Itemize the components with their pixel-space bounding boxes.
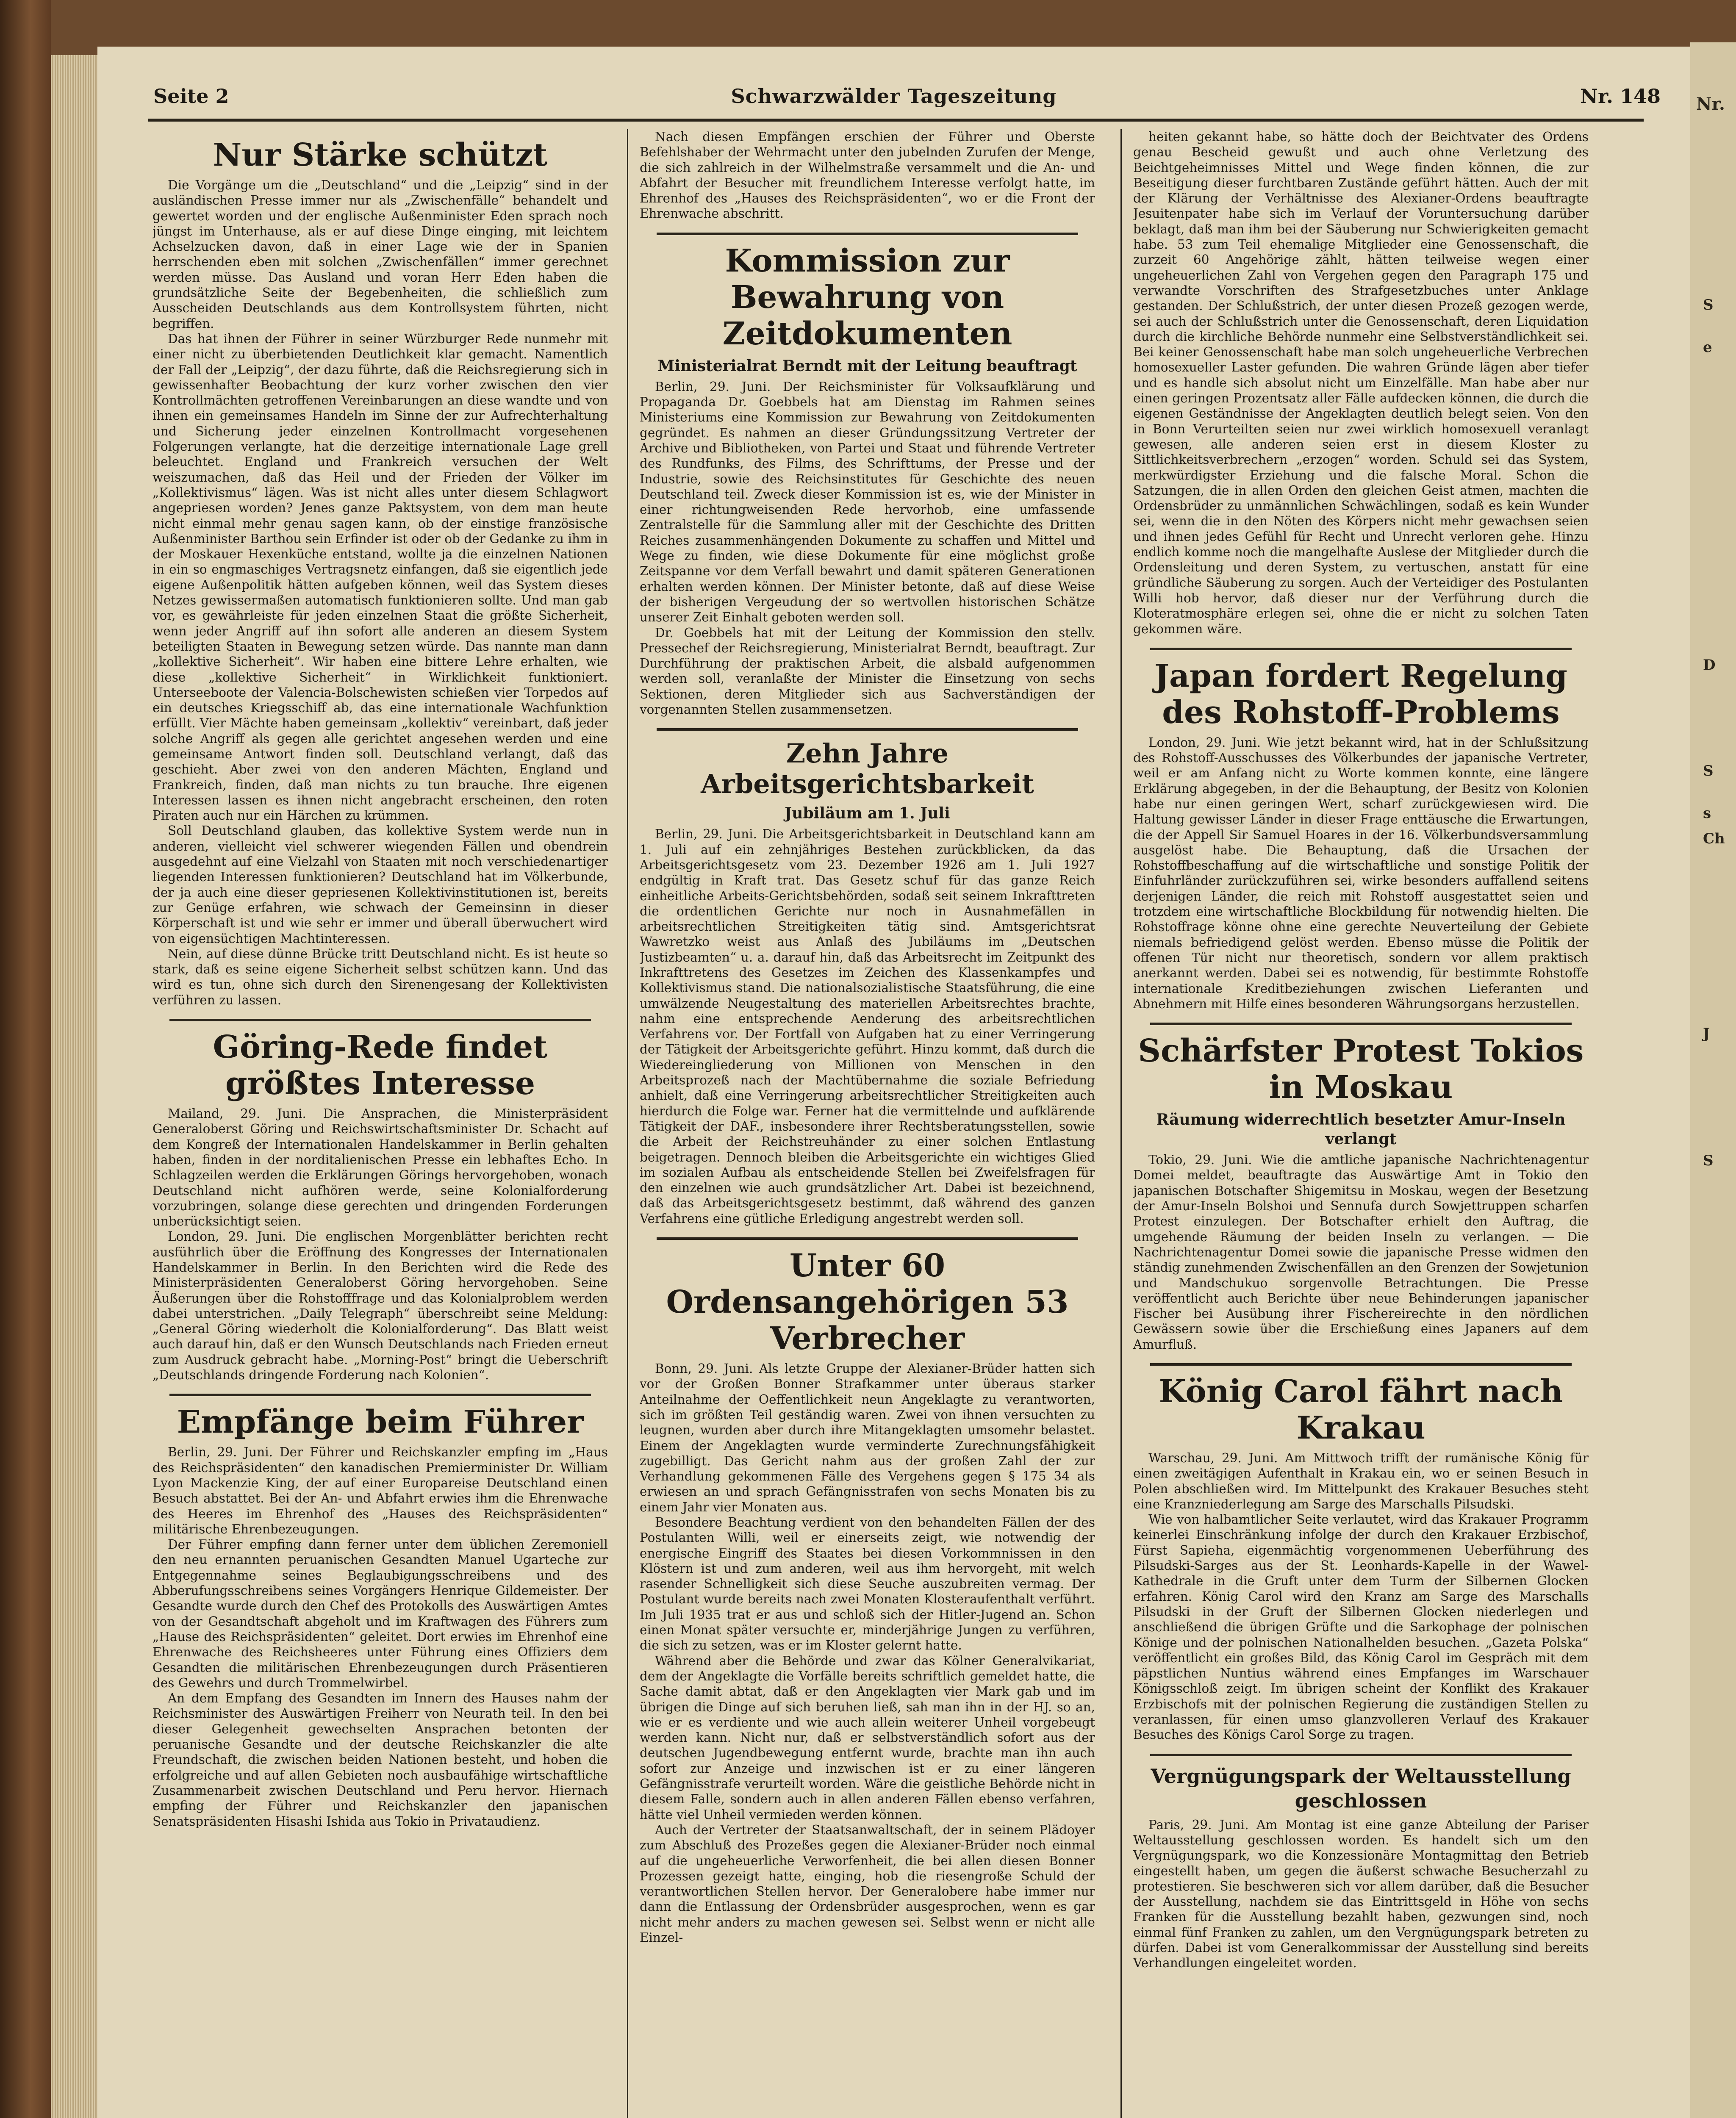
article-paragraph: Berlin, 29. Juni. Der Führer und Reichskanzler empfing im „Haus des Reichspräsidenten“ den kanadischen Premierminister Dr. William Lyon Mackenzie King, der auf einer Europareise Deutschland einen Besuch abstattet. Bei der An- und Abfahrt erwies ihm die Ehrenwache des Heeres im Ehrenhof des „Hauses des Reichspräsidenten“ militärische Ehrenbezeugungen. <box>153 1445 608 1536</box>
adjacent-page-edge <box>1690 42 1736 2118</box>
article-separator <box>169 1019 591 1021</box>
article-paragraph: An dem Empfang des Gesandten im Innern des Hauses nahm der Reichsminister des Auswärtigen Freiherr von Neurath teil. In den bei dieser Gelegenheit gewechselten Ansprachen betonten der peruanische Gesandte und der deutsche Reichskanzler die alte Freundschaft, die zwischen beiden Nationen besteht, und hoben die erfolgreiche und auf allen Gebieten noch ausbaufähige wirtschaftliche Zusammenarbeit zwischen Deutschland und Peru hervor. Hiernach empfing der Führer und Reichskanzler den japanischen Senatspräsidenten Hisashi Ishida aus Tokio in Privataudienz. <box>153 1691 608 1829</box>
article-paragraph: Auch der Vertreter der Staatsanwaltschaft, der in seinem Plädoyer zum Abschluß des Prozeßes gegen die Alexianer-Brüder noch einmal auf die ungeheuerliche Verworfenheit, die bei allen diesen Bonner Prozessen gezeigt hatte, einging, hob die riesengroße Schuld der verantwortlichen Stellen hervor. Der Generalobere habe immer nur dann die Entlassung der Ordensbrüder ausgesprochen, wenn es gar nicht mehr anders zu machen gewesen sei. Selbst wenn er nicht alle Einzel- <box>640 1822 1095 1945</box>
article-paragraph: Wie von halbamtlicher Seite verlautet, wird das Krakauer Programm keinerlei Einschränkung infolge der durch den Krakauer Erzbischof, Fürst Sapieha, eigenmächtig vorgenommenen Ueberführung des Pilsudski-Sarges aus der St. Leonhards-Kapelle in der Wawel-Kathedrale in die Gruft unter dem Turm der Silbernen Glocken erfahren. König Carol wird den Kranz am Sarge des Marschalls Pilsudski in der Gruft der Silbernen Glocken niederlegen und anschließend die übrigen Grüfte und die Sarkophage der polnischen Könige und der polnischen Nationalhelden besuchen. „Gazeta Polska“ veröffentlicht ein großes Bild, das König Carol im Gespräch mit dem päpstlichen Nuntius während eines Empfanges im Warschauer Königsschloß zeigt. Im übrigen scheint der Konflikt des Krakauer Erzbischofs mit der polnischen Regierung die zuständigen Stellen zu veranlassen, für einen umso glanzvolleren Verlauf des Krakauer Besuches des Königs Carol Sorge zu tragen. <box>1133 1512 1589 1742</box>
article-separator <box>657 1237 1078 1240</box>
adjacent-text-fragment: Ch <box>1703 830 1725 847</box>
article-separator <box>1150 1754 1572 1756</box>
page-number: Seite 2 <box>153 85 229 108</box>
column-3 <box>1133 129 1589 2118</box>
article-subheadline: Räumung widerrechtlich besetzter Amur-Inseln verlangt <box>1156 1111 1566 1148</box>
article-paragraph: Besondere Beachtung verdient von den behandelten Fällen der des Postulanten Willi, weil er einerseits zeigt, wie notwendig der energische Eingriff des Staates bei diesen Vorkommnissen in den Klöstern ist und zum anderen, weil aus ihm hervorgeht, mit welch rasender Schnelligkeit sich diese Seuche auszubreiten vermag. Der Postulant wurde bereits nach zwei Monaten Klosteraufenthalt verführt. Im Juli 1935 trat er aus und schloß sich der Hitler-Jugend an. Schon einen Monat später versuchte er, minderjährige Jungen zu verführen, die sich zu setzen, was er im Kloster gelernt hatte. <box>640 1515 1095 1653</box>
article-headline: Vergnügungspark der Weltausstellung geschlossen <box>1151 1764 1571 1812</box>
article-separator <box>1150 1363 1572 1366</box>
page-header <box>97 85 1690 119</box>
article-subheadline: Ministerialrat Berndt mit der Leitung beauftragt <box>657 357 1077 375</box>
article-paragraph: Die Vorgänge um die „Deutschland“ und die „Leipzig“ sind in der ausländischen Presse immer nur als „Zwischenfälle“ behandelt und gewertet worden und der englische Außenminister Eden sprach noch jüngst im Unterhause, als er auf diese Dinge einging, mit leichtem Achselzucken davon, daß in einer Lage wie der in Spanien herrschenden eben mit solchen „Zwischenfällen“ immer gerechnet werden müsse. Das Ausland und voran Herr Eden haben die grundsätzliche Seite der Begebenheiten, die schließlich zum Ausscheiden Deutschlands aus dem Kontrollsystem führten, nicht begriffen. <box>153 178 608 331</box>
column-rule <box>627 129 628 2118</box>
newspaper-title: Schwarzwälder Tageszeitung <box>731 85 1057 108</box>
article-headline: König Carol fährt nach Krakau <box>1159 1373 1563 1446</box>
article-headline: Göring-Rede findet größtes Interesse <box>213 1029 548 1102</box>
article-separator <box>1150 648 1572 650</box>
book-spine <box>0 0 51 2118</box>
header-rule <box>148 119 1644 122</box>
article-paragraph: Nach diesen Empfängen erschien der Führer und Oberste Befehlshaber der Wehrmacht unter den jubelnden Zurufen der Menge, die sich zahlreich in der Wilhelmstraße versammelt und die An- und Abfahrt der Besucher mit freundlichem Interesse verfolgt hatte, im Ehrenhof des „Hauses des Reichspräsidenten“, wo er die Front der Ehrenwache abschritt. <box>640 130 1095 221</box>
article-paragraph: Tokio, 29. Juni. Wie die amtliche japanische Nachrichtenagentur Domei meldet, beauftragte das Auswärtige Amt in Tokio den japanischen Botschafter Shigemitsu in Moskau, wegen der Besetzung der Amur-Inseln Bolshoi und Sennufa durch Sowjettruppen scharfen Protest einzulegen. Der Botschafter erhielt den Auftrag, die umgehende Räumung der beiden Inseln zu verlangen. — Die Nachrichtenagentur Domei sowie die japanische Presse widmen den ständig zunehmenden Zwischenfällen an den Grenzen der Sowjetunion und Mandschukuo sorgenvolle Betrachtungen. Die Presse veröffentlicht auch Berichte über neue Behinderungen japanischer Fischer bei Ausübung ihrer Fischereirechte in den nördlichen Gewässern sowie über die Erschießung eines Japaners auf dem Amurfluß. <box>1133 1153 1589 1352</box>
article-paragraph: Soll Deutschland glauben, das kollektive System werde nun in anderen, vielleicht viel schwerer wiegenden Fällen und obendrein ausgedehnt auf eine Vielzahl von Staaten mit noch verschiedenartiger liegenden Interessen funktionieren? Deutschland hat im Völkerbunde, der ja auch eine dieser gepriesenen Kollektivinstitutionen ist, bereits zur Genüge erfahren, wie schwach der Gemeinsinn in dieser Körperschaft ist und wie sehr er immer und überall überwuchert wird von eigensüchtigen Machtinteressen. <box>153 823 608 946</box>
article-paragraph: Paris, 29. Juni. Am Montag ist eine ganze Abteilung der Pariser Weltausstellung geschlossen worden. Es handelt sich um den Vergnügungspark, wo die Konzessionäre Montagmittag den Betrieb eingestellt haben, um gegen die äußerst schwache Besucherzahl zu protestieren. Sie beschweren sich vor allem darüber, daß die Besucher der Ausstellung, nachdem sie das Eintrittsgeld in Höhe von sechs Franken für die Ausstellung bezahlt haben, gezwungen sind, noch einmal fünf Franken zu zahlen, um den Vergnügungspark betreten zu dürfen. Dabei ist vom Generalkommissar der Ausstellung sind bereits Verhandlungen eingeleitet worden. <box>1133 1817 1589 1971</box>
adjacent-text-fragment: J <box>1703 1025 1710 1042</box>
adjacent-text-fragment: S <box>1703 762 1714 779</box>
article-paragraph: heiten gekannt habe, so hätte doch der Beichtvater des Ordens genau Bescheid gewußt und auch ohne Verletzung des Beichtgeheimnisses Mittel und Wege finden können, die zur Beseitigung dieser furchtbaren Zustände geführt hätten. Auch der mit der Klärung der Verhältnisse des Alexianer-Ordens beauftragte Jesuitenpater habe sich im Verlauf der Voruntersuchung darüber beklagt, daß man ihm bei der Säuberung nur Schwierigkeiten gemacht habe. 53 zum Teil ehemalige Mitglieder eine Genossenschaft, die zurzeit 60 Angehörige zählt, hätten teilweise wegen einer ungeheuerlichen Zahl von Vergehen gegen den Paragraph 175 und verwandte Vorschriften des Strafgesetzbuches unter Anklage gestanden. Der Schlußstrich, der unter diesen Prozeß gezogen werde, sei auch der Schlußstrich unter die Genossenschaft, deren Liquidation durch die kirchliche Behörde nunmehr eine Selbstverständlichkeit sei. Bei keiner Genossenschaft habe man solch ungeheuerliche Verbrechen homosexueller Laster gefunden. Die wahren Gründe lägen aber tiefer und es handle sich absolut nicht um Einzelfälle. Man habe aber nur einen geringen Prozentsatz aller Fälle aufdecken können, die durch die eigenen Geständnisse der Angeklagten deutlich belegt seien. Von den in Bonn Verurteilten seien nur zwei wirklich homosexuell veranlagt gewesen, alle anderen seien erst in diesem Kloster zu Sittlichkeitsverbrechern „erzogen“ worden. Schuld sei das System, merkwürdigster Erziehung und die falsche Moral. Schon die Satzungen, die in allen Orden den gleichen Geist atmen, machten die Ordensbrüder zu unmännlichen Schwächlingen, sodaß es kein Wunder sei, wenn die in den Nöten des Körpers nicht mehr gewachsen seien und ihnen jedes Gefühl für Recht und Unrecht verloren gehe. Hinzu endlich komme noch die mangelhafte Auslese der Mitglieder durch die Ordensleitung und deren System, zu vertuschen, anstatt für eine gründliche Säuberung zu sorgen. Auch der Verteidiger des Postulanten Willi hob hervor, daß dieser nur der Verführung durch die Kloteratmosphäre erlegen sei, ohne die er nicht zu solchen Taten gekommen wäre. <box>1133 130 1589 636</box>
column-1 <box>153 129 608 2118</box>
adjacent-text-fragment: e <box>1703 339 1712 356</box>
article-separator <box>657 233 1078 235</box>
article-headline: Unter 60 Ordensangehörigen 53 Verbrecher <box>666 1248 1069 1357</box>
issue-number: Nr. 148 <box>1580 85 1661 108</box>
article-paragraph: Nein, auf diese dünne Brücke tritt Deutschland nicht. Es ist heute so stark, daß es seine eigene Sicherheit selbst schützen kann. Und das wird es tun, ohne sich durch den Sirenengesang der Kollektivisten verführen zu lassen. <box>153 946 608 1007</box>
article-headline: Zehn Jahre Arbeitsgerichtsbarkeit <box>701 738 1034 800</box>
adjacent-text-fragment: s <box>1703 805 1711 822</box>
article-subheadline: Jubiläum am 1. Juli <box>785 804 950 823</box>
article-paragraph: Berlin, 29. Juni. Die Arbeitsgerichtsbarkeit in Deutschland kann am 1. Juli auf ein zehnjähriges Bestehen zurückblicken, da das Arbeitsgerichtsgesetz vom 23. Dezember 1926 am 1. Juli 1927 endgültig in Kraft trat. Das Gesetz schuf für das ganze Reich einheitliche Arbeits-Gerichtsbehörden, sodaß seit seinem Inkrafttreten die ordentlichen Gerichte nur noch in Ausnahmefällen in arbeitsrechtlichen Streitigkeiten tätig sind. Amtsgerichtsrat Wawretzko weist aus Anlaß des Jubiläums im „Deutschen Justizbeamten“ u. a. darauf hin, daß das Arbeitsrecht im Zeitpunkt des Inkrafttretens des Gesetzes im Zeichen des Klassenkampfes und Kollektivismus stand. Die nationalsozialistische Staatsführung, die eine umwälzende Neugestaltung des materiellen Arbeitsrechtes brachte, nahm eine entsprechende Aenderung des arbeitsrechtlichen Verfahrens vor. Der Fortfall von Aufgaben hat zu einer Verringerung der Tätigkeit der Arbeitsgerichte geführt. Hinzu kommt, daß durch die Wiedereingliederung von Millionen von Menschen in den Arbeitsprozeß nach der Machtübernahme die soziale Befriedung anhielt, daß eine Verringerung arbeitsrechtlicher Streitigkeiten auch hierdurch die Folge war. Ferner hat die vermittelnde und aufklärende Tätigkeit der DAF., insbesondere ihrer Rechtsberatungsstellen, sowie die Arbeit der Reichstreuhänder zu einer solchen Entlastung beigetragen. Dennoch bleiben die Arbeitsgerichte ein wichtiges Glied im sozialen Aufbau als entscheidende Stellen bei Zweifelsfragen für den einzelnen wie auch grundsätzlicher Art. Dabei ist bezeichnend, daß das Arbeitsgerichtsgesetz bestimmt, daß während des ganzen Verfahrens eine gütliche Erledigung angestrebt werden soll. <box>640 827 1095 1226</box>
article-headline: Kommission zur Bewahrung von Zeitdokumenten <box>722 242 1012 352</box>
article-paragraph: Mailand, 29. Juni. Die Ansprachen, die Ministerpräsident Generaloberst Göring und Reichswirtschaftsminister Dr. Schacht auf dem Kongreß der Internationalen Handelskammer in Berlin gehalten haben, finden in der norditalienischen Presse ein lebhaftes Echo. In Schlagzeilen werden die Erklärungen Görings hervorgehoben, wonach Deutschland nicht aufhören werde, seine Kolonialforderung vorzubringen, solange diese gerechten und dringenden Forderungen unberücksichtigt seien. <box>153 1106 608 1229</box>
article-headline: Empfänge beim Führer <box>177 1404 584 1441</box>
column-2 <box>640 129 1095 2118</box>
article-separator <box>1150 1023 1572 1025</box>
article-paragraph: Dr. Goebbels hat mit der Leitung der Kommission den stellv. Pressechef der Reichsregierung, Ministerialrat Berndt, beauftragt. Zur Durchführung der praktischen Arbeit, die alsbald aufgenommen werden soll, veranlaßte der Minister die Einsetzung von sechs Sektionen, deren Mitglieder sich aus Sachverständigen der vorgenannten Stellen zusammensetzen. <box>640 625 1095 717</box>
article-paragraph: Berlin, 29. Juni. Der Reichsminister für Volksaufklärung und Propaganda Dr. Goebbels hat am Dienstag im Rahmen seines Ministeriums eine Kommission zur Bewahrung von Zeitdokumenten gegründet. Es nahmen an dieser Gründungssitzung Vertreter der Archive und Bibliotheken, von Partei und Staat und führende Vertreter des Rundfunks, des Films, des Schrifttums, der Presse und der Industrie, sowie des Reichsinstitutes für Geschichte des neuen Deutschland teil. Zweck dieser Kommission ist es, wie der Minister in einer richtungweisenden Rede hervorhob, eine umfassende Zentralstelle für die Sammlung aller mit der Geschichte des Dritten Reiches zusammenhängenden Dokumente zu schaffen und Mittel und Wege zu finden, wie diese Dokumente für eine möglichst große Zeitspanne vor dem Verfall bewahrt und damit späteren Generationen erhalten werden können. Der Minister betonte, daß auf diese Weise der bisherigen Vergeudung der so wertvollen historischen Schätze unserer Zeit Einhalt geboten werden soll. <box>640 379 1095 625</box>
adjacent-text-fragment: S <box>1703 297 1714 313</box>
article-separator <box>657 728 1078 731</box>
article-headline: Nur Stärke schützt <box>213 137 548 173</box>
article-paragraph: London, 29. Juni. Wie jetzt bekannt wird, hat in der Schlußsitzung des Rohstoff-Ausschusses des Völkerbundes der japanische Vertreter, weil er am Anfang nicht zu Worte kommen konnte, eine längere Erklärung abgegeben, in der die Behauptung, der Besitz von Kolonien habe nur einen geringen Wert, scharf zurückgewiesen wird. Die Haltung gewisser Länder in dieser Frage enttäusche die Erwartungen, die der Appell Sir Samuel Hoares in der 16. Völkerbundsversammlung ausgelöst habe. Die Behauptung, daß die Ursachen der Rohstoffbeschaffung auf die wirtschaftliche und sonstige Politik der Einfuhrländer zurückzuführen sei, wirke besonders auffallend seitens derjenigen Länder, die reich mit Rohstoff ausgestattet seien und trotzdem eine wirtschaftliche Blockbildung für notwendig hielten. Die Rohstoffrage könne ohne eine gerechte Neuverteilung der Gebiete niemals befriedigend gelöst werden. Ebenso müsse die Politik der offenen Tür nicht nur theoretisch, sondern vor allem praktisch anerkannt werden. Dabei sei es notwendig, für bestimmte Rohstoffe internationale Kreditbeziehungen zwischen Lieferanten und Abnehmern mit Hilfe eines besonderen Währungsorgans herzustellen. <box>1133 735 1589 1011</box>
adjacent-text-fragment: S <box>1703 1152 1714 1169</box>
article-paragraph: Warschau, 29. Juni. Am Mittwoch trifft der rumänische König für einen zweitägigen Aufenthalt in Krakau ein, wo er seinen Besuch in Polen abschließen wird. Im Mittelpunkt des Krakauer Besuches steht eine Kranzniederlegung am Sarge des Marschalls Pilsudski. <box>1133 1451 1589 1511</box>
article-headline: Schärfster Protest Tokios in Moskau <box>1138 1033 1584 1106</box>
article-paragraph: London, 29. Juni. Die englischen Morgenblätter berichten recht ausführlich über die Eröffnung des Kongresses der Internationalen Handelskammer in Berlin. In den Berichten wird die Rede des Ministerpräsidenten Generaloberst Göring hervorgehoben. Seine Äußerungen über die Rohstofffrage und das Kolonialproblem werden dabei unterstrichen. „Daily Telegraph“ überschreibt seine Meldung: „General Göring wiederholt die Kolonialforderung“. Das Blatt weist auch darauf hin, daß er den Wunsch Deutschlands nach Frieden erneut zum Ausdruck gebracht habe. „Morning-Post“ bringt die Ueberschrift „Deutschlands dringende Forderung nach Kolonien“. <box>153 1229 608 1383</box>
article-separator <box>169 1394 591 1396</box>
article-headline: Japan fordert Regelung des Rohstoff-Problems <box>1154 657 1567 731</box>
article-paragraph: Bonn, 29. Juni. Als letzte Gruppe der Alexianer-Brüder hatten sich vor der Großen Bonner Strafkammer unter überaus starker Anteilnahme der Oeffentlichkeit neun Angeklagte zu verantworten, sich im größten Teil geständig waren. Zwei von ihnen versuchten zu leugnen, wurden aber durch ihre Mitangeklagten umsomehr belastet. Einem der Angeklagten wurde verminderte Zurechnungsfähigkeit zugebilligt. Das Gericht nahm aus der großen Zahl der zur Verhandlung gekommenen Fälle des Vergehens gegen § 175 34 als erwiesen an und sprach Gefängnisstrafen von sechs Monaten bis zu einem Jahr vier Monaten aus. <box>640 1361 1095 1514</box>
newspaper-page <box>97 47 1690 2118</box>
article-paragraph: Der Führer empfing dann ferner unter dem üblichen Zeremoniell den neu ernannten peruanischen Gesandten Manuel Ugarteche zur Entgegennahme seines Beglaubigungsschreibens und des Abberufungsschreibens seines Vorgängers Henrique Gildemeister. Der Gesandte wurde durch den Chef des Protokolls des Auswärtigen Amtes von der Gesandtschaft abgeholt und im Kraftwagen des Führers zum „Hause des Reichspräsidenten“ geleitet. Dort erwies im Ehrenhof eine Ehrenwache des Reichsheeres unter Führung eines Offiziers dem Gesandten die militärischen Ehrenbezeugungen durch Präsentieren des Gewehrs und durch Trommelwirbel. <box>153 1537 608 1690</box>
article-paragraph: Während aber die Behörde und zwar das Kölner Generalvikariat, dem der Angeklagte die Vorfälle bereits schriftlich gemeldet hatte, die Sache damit abtat, daß er den Angeklagten vier Mark gab und im übrigen die Dinge auf sich beruhen ließ, sah man ihn in der HJ. so an, wie er es verdiente und wie auch allein weiterer Unheil vorgebeugt werden kann. Nicht nur, daß er selbstverständlich sofort aus der deutschen Jugendbewegung entfernt wurde, brachte man ihn auch sofort zur Anzeige und inzwischen ist er zu einer längeren Gefängnisstrafe verurteilt worden. Wäre die geistliche Behörde nicht in diesem Falle, sondern auch in allen anderen Fällen ebenso verfahren, hätte viel Unheil vermieden werden können. <box>640 1653 1095 1822</box>
article-paragraph: Das hat ihnen der Führer in seiner Würzburger Rede nunmehr mit einer nicht zu überbietenden Deutlichkeit klar gemacht. Namentlich der Fall der „Leipzig“, der dazu führte, daß die Reichsregierung sich in gewissenhafter Beobachtung der kurz vorher zwischen den vier Kontrollmächten getroffenen Vereinbarungen an diese wandte und von ihnen ein gemeinsames Handeln im Sinne der zur Aufrechterhaltung und Sicherung jeder einzelnen Kontrollmacht vorgesehenen Folgerungen verlangte, hat die derzeitige internationale Lage grell beleuchtet. England und Frankreich versuchen der Welt weiszumachen, daß das Heil und der Frieden der Völker im „Kollektivismus“ lägen. Was ist nicht alles unter diesem Schlagwort angepriesen worden? Jenes ganze Paktsystem, von dem man heute nicht einmal mehr genau sagen kann, ob der einstige französische Außenminister Barthou sein Erfinder ist oder ob der Gedanke zu ihm in der Moskauer Hexenküche entstand, wollte ja die einzelnen Nationen in ein so engmaschiges Vertragsnetz einfangen, daß sie eigentlich jede eigene Außenpolitik hätten aufgeben können, weil das System dieses Netzes gewissermaßen automatisch funktionieren sollte. Und man gab vor, es gewährleiste für jeden einzelnen Staat die größte Sicherheit, wenn jeder Angriff auf ihn sofort alle anderen an diesem System beteiligten Staaten in Bewegung setzen würde. Das nannte man dann „kollektive Sicherheit“. Wir haben eine bittere Lehre erhalten, wie diese „kollektive Sicherheit“ in Wirklichkeit funktioniert. Unterseeboote der Valencia-Bolschewisten schießen vier Torpedos auf ein deutsches Kriegsschiff ab, das eine internationale Wachfunktion erfüllt. Vier Mächte haben gemeinsam „kollektiv“ vereinbart, daß jeder solche Angriff als gegen alle gerichtet angesehen werden und eine gemeinsame Antwort finden soll. Deutschland verlangt, daß das geschieht. Aber zwei von den anderen Mächten, England und Frankreich, finden, daß man nichts zu tun brauche. Ihre eigenen Interessen lassen es ihnen nicht angebracht erscheinen, den roten Piraten auch nur ein Härchen zu krümmen. <box>153 331 608 823</box>
adjacent-page-number: Nr. <box>1696 94 1725 114</box>
column-rule <box>1120 129 1122 2118</box>
adjacent-text-fragment: D <box>1703 657 1716 674</box>
book-page-edges <box>51 55 97 2118</box>
